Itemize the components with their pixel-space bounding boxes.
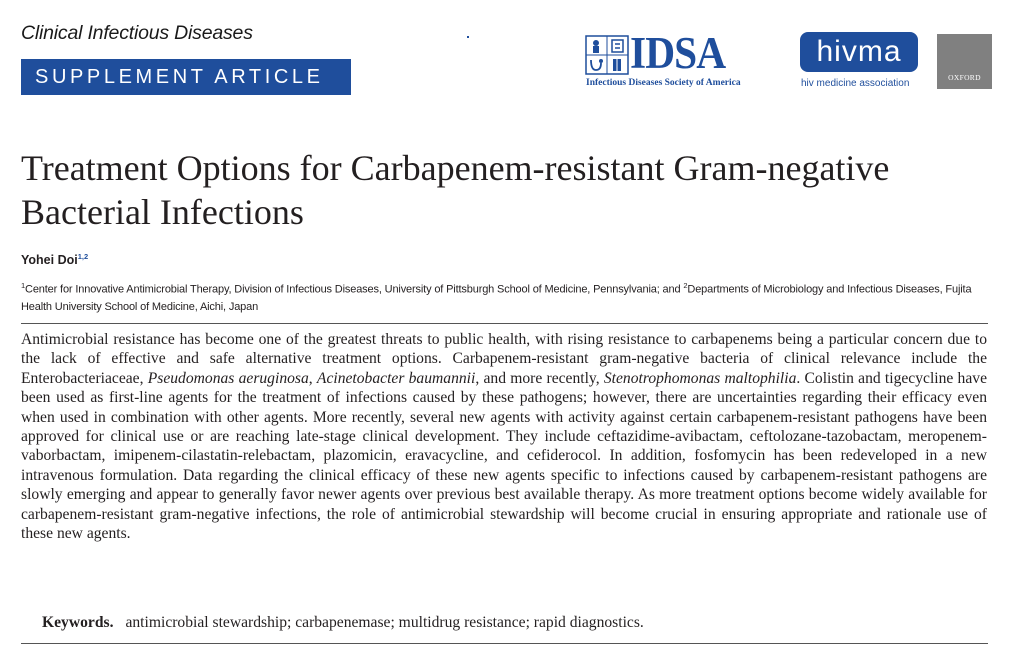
affiliations: [21, 277, 996, 316]
decorative-dot: [467, 36, 469, 38]
abstract-part-2: ,: [308, 369, 317, 387]
author-affiliation-marks: 1,2: [77, 252, 89, 261]
article-title: Treatment Options for Carbapenem-resistant Gram-negative Bacterial Infections: [21, 148, 890, 232]
hivma-wordmark: hivma: [816, 35, 902, 68]
abstract-species-3: Stenotrophomonas maltophilia: [603, 369, 797, 387]
article-type-banner: SUPPLEMENT ARTICLE: [21, 59, 351, 95]
bottom-divider: [21, 643, 988, 644]
affiliation-1: Center for Innovative Antimicrobial Therapy, Division of Infectious Diseases, University of Pittsburgh School of Medicine, Pennsylvania; and: [25, 283, 684, 296]
affiliation-2: Departments of Microbiology and Infectious Diseases, Fujita Health University School of Medicine, Aichi, Japan: [21, 283, 972, 313]
oxford-logo: [937, 34, 992, 89]
abstract-text: [21, 330, 987, 543]
abstract-part-4: . Colistin and tigecycline have been used as first-line agents for the treatment of infections caused by these pathogens; however, there are uncertainties regarding their efficacy even when used in combination with other agents. More recently, several new agents with activity against certain carbapenem-resistant pathogens have been approved for clinical use or are reaching late-stage clinical development. They include ceftazidime-avibactam, ceftolozane-tazobactam, meropenem-vaborbactam, imipenem-cilastatin-relebactam, plazomicin, eravacycline, and cefiderocol. In addition, fosfomycin has been redeveloped in a new intravenous formulation. Data regarding the clinical efficacy of these new agents specific to infections caused by carbapenem-resistant pathogens are slowly emerging and appear to generally favor newer agents over previous best available therapy. As more treatment options become widely available for carbapenem-resistant gram-negative infections, the role of antimicrobial stewardship will become crucial in ensuring appropriate and rationale use of these new agents.: [21, 369, 987, 543]
idsa-logo: [585, 28, 790, 93]
abstract-part-3: , and more recently,: [475, 369, 604, 387]
affiliation-mark-2: 2: [683, 281, 688, 290]
idsa-emblem-icon: [585, 35, 629, 75]
idsa-subtitle: Infectious Diseases Society of America: [586, 78, 741, 88]
hivma-badge: [800, 32, 918, 72]
author-name: Yohei Doi: [21, 253, 78, 268]
keywords-list: antimicrobial stewardship; carbapenemase; multidrug resistance; rapid diagnostics.: [125, 614, 644, 631]
abstract-part-1: Antimicrobial resistance has become one of the greatest threats to public health, with rising resistance to carbapenems being a particular concern due to the lack of effective and safe alternative treatment options. Carbapenem-resistant gram-negative bacteria of clinical relevance include the Enterobacteriaceae,: [21, 331, 987, 387]
oxford-wordmark: OXFORD: [948, 73, 981, 82]
hivma-subtitle: hiv medicine association: [801, 78, 910, 89]
journal-name: Clinical Infectious Diseases: [21, 22, 253, 44]
keywords-line: [42, 614, 644, 632]
affiliation-mark-1: 1: [21, 281, 26, 290]
keywords-label: Keywords.: [42, 614, 114, 631]
abstract-species-2: Acinetobacter baumannii: [316, 369, 476, 387]
hivma-logo: [800, 32, 922, 92]
abstract-species-1: Pseudomonas aeruginosa: [147, 369, 309, 387]
author-line: [21, 252, 88, 267]
top-divider: [21, 323, 988, 324]
idsa-wordmark: IDSA: [630, 28, 726, 78]
